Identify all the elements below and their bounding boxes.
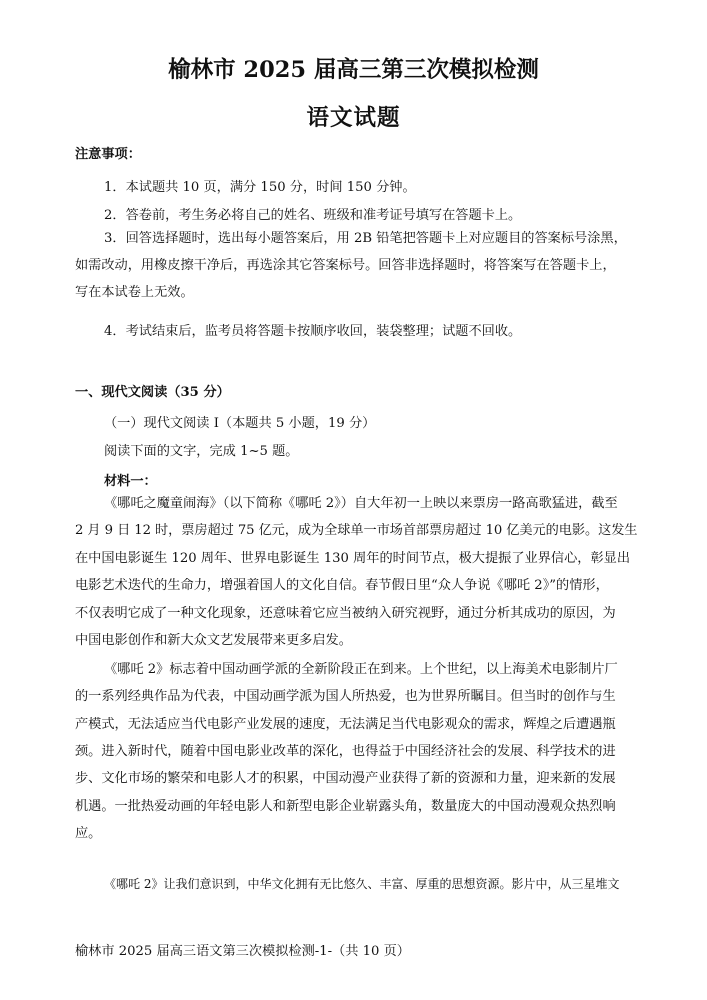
notice-item-3-line-3: 写在本试卷上无效。 xyxy=(75,285,194,300)
paragraph-1-line: 《哪吒之魔童闹海》（以下简称《哪吒 2》）自大年初一上映以来票房一路高歌猛进，截至 xyxy=(104,496,618,511)
notice-heading: 注意事项： xyxy=(75,147,141,162)
paragraph-2-line: 颈。进入新时代，随着中国电影业改革的深化，也得益于中国经济社会的发展、科学技术的进 xyxy=(75,744,616,759)
notice-item-3-line-1: 3．回答选择题时，选出每小题答案后，用 2B 铅笔把答题卡上对应题目的答案标号涂黑， xyxy=(104,231,627,246)
paragraph-1-line: 不仅表明它成了一种文化现象，还意味着它应当被纳入研究视野，通过分析其成功的原因，为 xyxy=(75,606,616,621)
material-label: 材料一： xyxy=(104,474,157,489)
paragraph-2-line: 产模式，无法适应当代电影产业发展的速度，无法满足当代电影观众的需求，辉煌之后遭遇瓶 xyxy=(75,717,616,732)
page-footer: 榆林市 2025 届高三语文第三次模拟检测-1-（共 10 页） xyxy=(75,944,410,959)
notice-item-3-line-2: 如需改动，用橡皮擦干净后，再选涂其它答案标号。回答非选择题时，将答案写在答题卡上， xyxy=(75,258,616,273)
paragraph-1-line: 中国电影创作和新大众文艺发展带来更多启发。 xyxy=(75,633,352,648)
paragraph-2-line: 应。 xyxy=(75,826,102,841)
reading-instruction: 阅读下面的文字，完成 1~5 题。 xyxy=(104,444,299,459)
paragraph-1-line: 在中国电影诞生 120 周年、世界电影诞生 130 周年的时间节点，极大提振了业界信心，彰显出 xyxy=(75,551,631,566)
section-heading: 一、现代文阅读（35 分） xyxy=(75,385,230,400)
paragraph-2-line: 的一系列经典作品为代表，中国动画学派为国人所热爱，也为世界所瞩目。但当时的创作与生 xyxy=(75,689,616,704)
paragraph-2-line: 机遇。一批热爱动画的年轻电影人和新型电影企业崭露头角，数量庞大的中国动漫观众热烈响 xyxy=(75,799,616,814)
paragraph-1-line: 电影艺术迭代的生命力，增强着国人的文化自信。春节假日里“众人争说《哪吒 2》”的情形， xyxy=(75,578,609,593)
paragraph-2-line: 《哪吒 2》标志着中国动画学派的全新阶段正在到来。上个世纪，以上海美术电影制片厂 xyxy=(104,662,618,677)
exam-title: 榆林市 2025 届高三第三次模拟检测 xyxy=(168,57,539,83)
exam-subtitle: 语文试题 xyxy=(306,105,401,131)
notice-item-4: 4．考试结束后，监考员将答题卡按顺序收回，装袋整理；试题不回收。 xyxy=(104,324,522,339)
notice-item-2: 2．答卷前，考生务必将自己的姓名、班级和准考证号填写在答题卡上。 xyxy=(104,208,522,223)
paragraph-2-line: 步、文化市场的繁荣和电影人才的积累，中国动漫产业获得了新的资源和力量，迎来新的发展 xyxy=(75,771,616,786)
sub-section-heading: （一）现代文阅读 I（本题共 5 小题，19 分） xyxy=(104,416,376,431)
paragraph-3-line: 《哪吒 2》让我们意识到，中华文化拥有无比悠久、丰富、厚重的思想资源。影片中，从三星堆文 xyxy=(104,877,620,891)
notice-item-1: 1．本试题共 10 页，满分 150 分，时间 150 分钟。 xyxy=(104,180,416,195)
paragraph-1-line: 2 月 9 日 12 时，票房超过 75 亿元，成为全球单一市场首部票房超过 10 亿美元的电影。这发生 xyxy=(75,523,637,538)
